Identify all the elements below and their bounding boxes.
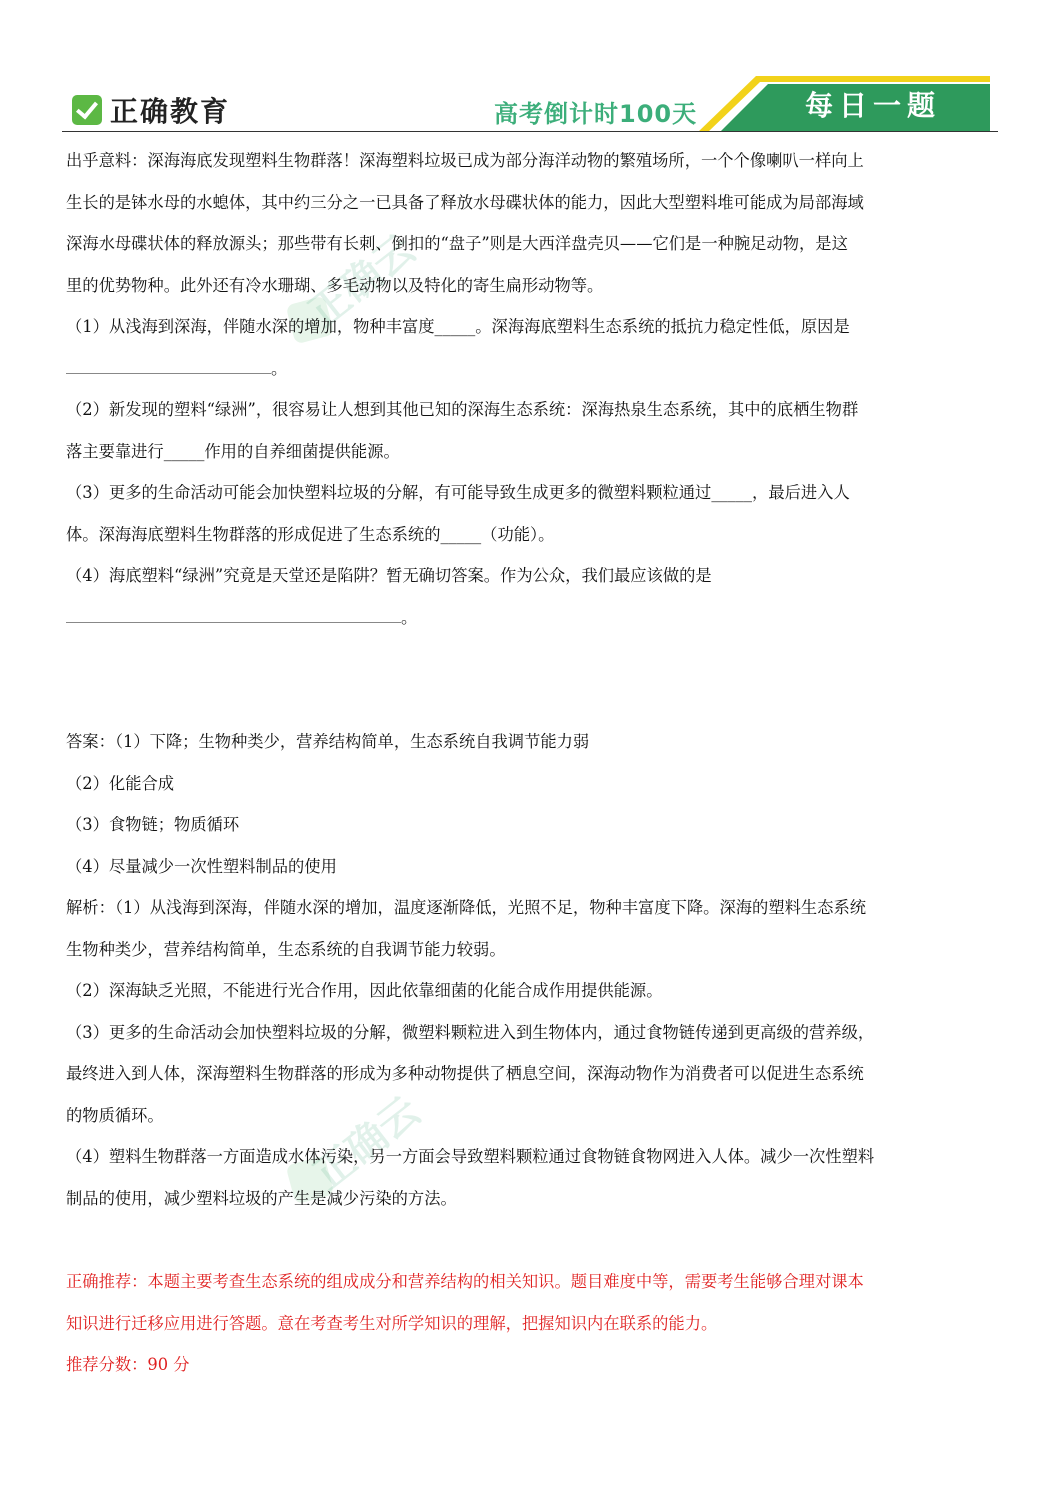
brand-name: 正确教育 xyxy=(110,95,231,128)
brand-logo xyxy=(72,90,230,130)
question-4-answer-line xyxy=(66,597,994,639)
countdown-label: 高考倒计时100天 xyxy=(494,100,698,128)
question-content xyxy=(66,140,994,1386)
analysis-line: （4）塑料生物群落一方面造成水体污染，另一方面会导致塑料颗粒通过食物链食物网进入人体。减少一次性塑料 xyxy=(66,1147,875,1166)
checkmark-icon xyxy=(72,95,102,125)
question-2: 落主要靠进行_____作用的自养细菌提供能源。 xyxy=(66,441,400,461)
daily-question-title: 每日一题 xyxy=(804,89,941,122)
page-header xyxy=(0,0,1058,140)
recommend-line: 正确推荐：本题主要考查生态系统的组成成分和营养结构的相关知识。题目难度中等，需要考生能够合理对课本 xyxy=(66,1272,864,1291)
answer-line: （3）食物链；物质循环 xyxy=(66,815,240,834)
watermark-text: 正确云 xyxy=(305,1088,429,1199)
recommend-score: 推荐分数：90 分 xyxy=(66,1355,190,1374)
question-1-answer-line xyxy=(66,348,994,390)
answer-blank[interactable] xyxy=(66,372,271,374)
spacer xyxy=(66,1219,994,1261)
analysis-line: 生物种类少，营养结构简单，生态系统的自我调节能力较弱。 xyxy=(66,939,506,959)
intro-line: 出乎意料：深海海底发现塑料生物群落！深海塑料垃圾已成为部分海洋动物的繁殖场所，一个个像喇叭一样向上 xyxy=(66,151,864,170)
answer-line: 答案：（1）下降；生物种类少，营养结构简单，生态系统自我调节能力弱 xyxy=(66,732,590,751)
answer-blank[interactable] xyxy=(66,621,401,623)
analysis-line: 解析：（1）从浅海到深海，伴随水深的增加，温度逐渐降低，光照不足，物种丰富度下降。深海的塑料生态系统 xyxy=(66,898,867,917)
question-1: （1）从浅海到深海，伴随水深的增加，物种丰富度_____。深海海底塑料生态系统的抵抗力稳定性低，原因是 xyxy=(66,317,850,336)
analysis-line: 的物质循环。 xyxy=(66,1105,164,1125)
answer-line: （4）尽量减少一次性塑料制品的使用 xyxy=(66,856,337,876)
spacer xyxy=(66,638,994,721)
period: 。 xyxy=(271,358,288,378)
watermark-text: 正确云 xyxy=(300,226,424,337)
analysis-line: 制品的使用，减少塑料垃圾的产生是减少污染的方法。 xyxy=(66,1188,457,1208)
recommend-line: 知识进行迁移应用进行答题。意在考查考生对所学知识的理解，把握知识内在联系的能力。 xyxy=(66,1313,718,1333)
header-divider xyxy=(62,131,998,132)
analysis-line: （3）更多的生命活动会加快塑料垃圾的分解，微塑料颗粒进入到生物体内，通过食物链传递到更高级的营养级， xyxy=(66,1022,875,1042)
period: 。 xyxy=(401,607,418,627)
answer-line: （2）化能合成 xyxy=(66,773,175,793)
intro-line: 里的优势物种。此外还有冷水珊瑚、多毛动物以及特化的寄生扁形动物等。 xyxy=(66,275,604,295)
analysis-line: （2）深海缺乏光照，不能进行光合作用，因此依靠细菌的化能合成作用提供能源。 xyxy=(66,981,663,1000)
question-3: （3）更多的生命活动可能会加快塑料垃圾的分解，有可能导致生成更多的微塑料颗粒通过_____，最后进入人 xyxy=(66,483,850,502)
question-4: （4）海底塑料“绿洲”究竟是天堂还是陷阱？暂无确切答案。作为公众，我们最应该做的是 xyxy=(66,566,712,585)
question-2: （2）新发现的塑料“绿洲”，很容易让人想到其他已知的深海生态系统：深海热泉生态系统，其中的底栖生物群 xyxy=(66,400,859,419)
question-3: 体。深海海底塑料生物群落的形成促进了生态系统的_____（功能）。 xyxy=(66,524,555,544)
intro-line: 生长的是钵水母的水螅体，其中约三分之一已具备了释放水母碟状体的能力，因此大型塑料堆可能成为局部海域 xyxy=(66,192,864,212)
analysis-line: 最终进入到人体，深海塑料生物群落的形成为多种动物提供了栖息空间，深海动物作为消费者可以促进生态系统 xyxy=(66,1064,864,1083)
intro-line: 深海水母碟状体的释放源头；那些带有长刺、倒扣的“盘子”则是大西洋盘壳贝——它们是一种腕足动物，是这 xyxy=(66,234,848,253)
